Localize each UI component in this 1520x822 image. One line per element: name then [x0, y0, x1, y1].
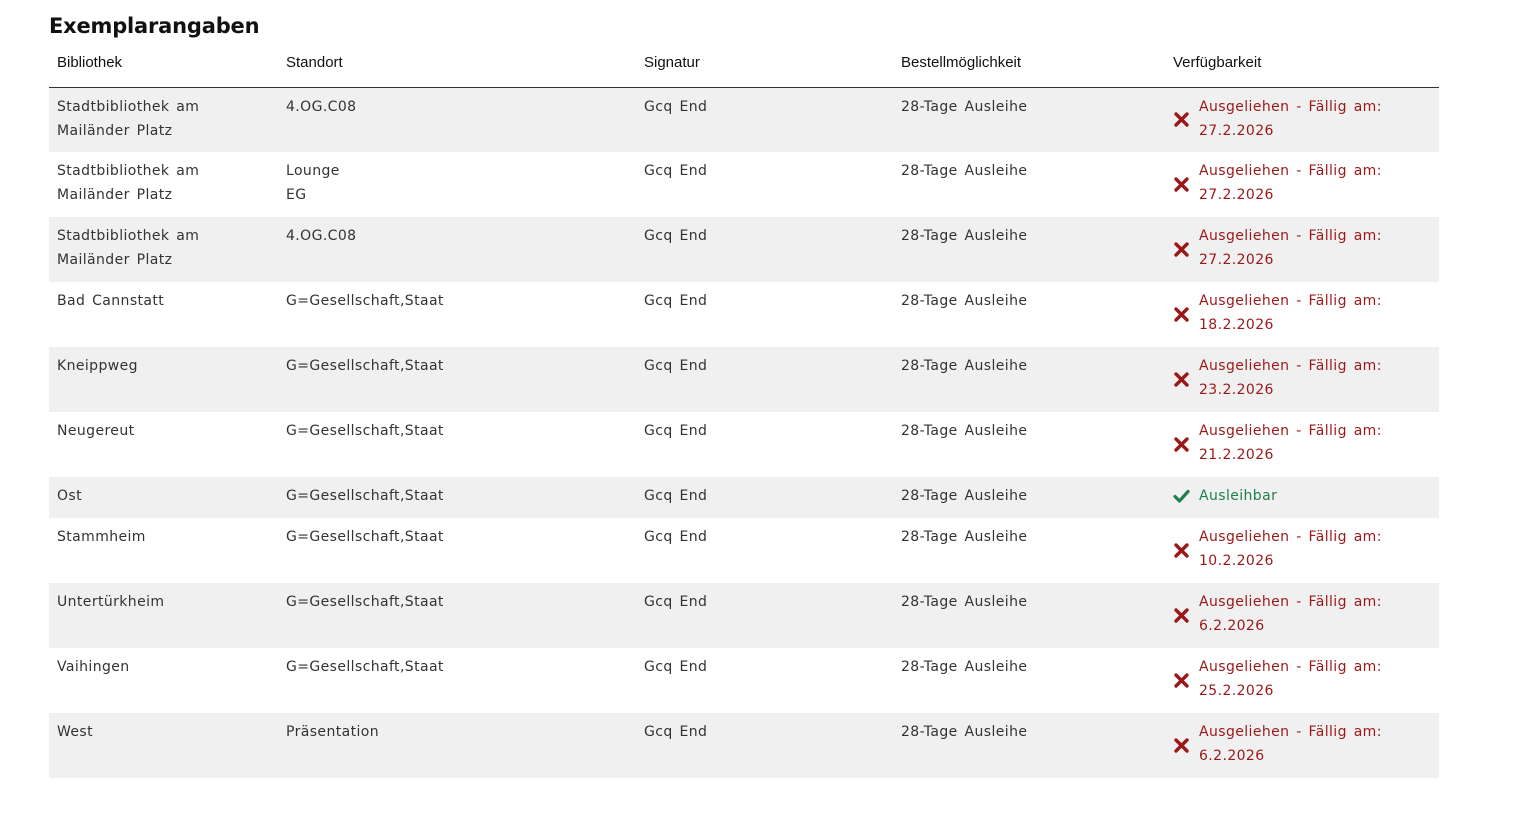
availability-text: Ausgeliehen - Fällig am: 27.2.2026: [1199, 228, 1382, 268]
location-cell: [278, 152, 636, 217]
location-text: G=Gesellschaft,Staat: [286, 358, 444, 374]
location-text: G=Gesellschaft,Staat: [286, 488, 444, 504]
order-option-text: 28-Tage Ausleihe: [901, 423, 1028, 439]
order-option-text: 28-Tage Ausleihe: [901, 594, 1028, 610]
availability-status: [1173, 159, 1431, 207]
order-option-cell: [893, 713, 1165, 778]
order-option-text: 28-Tage Ausleihe: [901, 529, 1028, 545]
table-row: [49, 347, 1439, 412]
location-cell: [278, 282, 636, 347]
availability-text: Ausgeliehen - Fällig am: 10.2.2026: [1199, 529, 1382, 569]
availability-text: Ausgeliehen - Fällig am: 6.2.2026: [1199, 724, 1382, 764]
library-cell: [49, 583, 278, 648]
signature-cell: [636, 477, 893, 518]
order-option-cell: [893, 648, 1165, 713]
order-option-cell: [893, 347, 1165, 412]
x-icon: [1173, 537, 1190, 563]
library-cell: [49, 152, 278, 217]
table-row: [49, 583, 1439, 648]
signature-cell: [636, 648, 893, 713]
x-icon: [1173, 236, 1190, 262]
order-option-cell: [893, 282, 1165, 347]
signature-cell: [636, 412, 893, 477]
column-header-signature: Signatur: [636, 54, 893, 87]
library-cell: [49, 477, 278, 518]
signature-cell: [636, 282, 893, 347]
library-name: Stammheim: [57, 529, 146, 545]
x-icon: [1173, 107, 1190, 133]
copies-section: [49, 10, 1439, 778]
order-option-cell: [893, 412, 1165, 477]
signature-text: Gcq End: [644, 529, 708, 545]
column-header-library: Bibliothek: [49, 54, 278, 87]
availability-text: Ausgeliehen - Fällig am: 6.2.2026: [1199, 594, 1382, 634]
table-header: [49, 54, 1439, 87]
order-option-text: 28-Tage Ausleihe: [901, 488, 1028, 504]
library-name: Neugereut: [57, 423, 135, 439]
table-row: [49, 152, 1439, 217]
signature-cell: [636, 583, 893, 648]
signature-text: Gcq End: [644, 228, 708, 244]
availability-status: [1173, 590, 1431, 638]
x-icon: [1173, 366, 1190, 392]
x-icon: [1173, 667, 1190, 693]
library-cell: [49, 518, 278, 583]
signature-text: Gcq End: [644, 659, 708, 675]
order-option-text: 28-Tage Ausleihe: [901, 228, 1028, 244]
table-row: [49, 282, 1439, 347]
location-cell: [278, 648, 636, 713]
signature-cell: [636, 152, 893, 217]
location-text: G=Gesellschaft,Staat: [286, 529, 444, 545]
signature-text: Gcq End: [644, 358, 708, 374]
library-name: Stadtbibliothek am Mailänder Platz: [57, 228, 200, 268]
signature-cell: [636, 347, 893, 412]
availability-status: [1173, 720, 1431, 768]
location-cell: [278, 347, 636, 412]
x-icon: [1173, 732, 1190, 758]
availability-cell: [1165, 477, 1439, 518]
availability-cell: [1165, 152, 1439, 217]
library-name: Ost: [57, 488, 83, 504]
availability-status: [1173, 354, 1431, 402]
availability-cell: [1165, 347, 1439, 412]
signature-text: Gcq End: [644, 488, 708, 504]
availability-status: [1173, 224, 1431, 272]
library-cell: [49, 713, 278, 778]
availability-text: Ausgeliehen - Fällig am: 27.2.2026: [1199, 163, 1382, 203]
column-header-location: Standort: [278, 54, 636, 87]
availability-cell: [1165, 412, 1439, 477]
x-icon: [1173, 301, 1190, 327]
order-option-cell: [893, 217, 1165, 282]
x-icon: [1173, 602, 1190, 628]
library-name: Stadtbibliothek am Mailänder Platz: [57, 98, 200, 139]
availability-cell: [1165, 583, 1439, 648]
table-row: [49, 412, 1439, 477]
location-cell: [278, 412, 636, 477]
location-cell: [278, 713, 636, 778]
check-icon: [1173, 484, 1190, 508]
library-name: West: [57, 724, 94, 740]
location-cell: [278, 87, 636, 152]
availability-cell: [1165, 217, 1439, 282]
library-cell: [49, 347, 278, 412]
order-option-text: 28-Tage Ausleihe: [901, 724, 1028, 740]
order-option-text: 28-Tage Ausleihe: [901, 659, 1028, 675]
library-name: Bad Cannstatt: [57, 293, 165, 309]
section-title: Exemplarangaben: [49, 14, 260, 38]
table-row: [49, 713, 1439, 778]
signature-text: Gcq End: [644, 724, 708, 740]
availability-status: [1173, 525, 1431, 573]
signature-text: Gcq End: [644, 423, 708, 439]
order-option-text: 28-Tage Ausleihe: [901, 163, 1028, 179]
availability-cell: [1165, 713, 1439, 778]
availability-status: [1173, 484, 1431, 508]
library-cell: [49, 648, 278, 713]
table-body: [49, 87, 1439, 778]
table-row: [49, 518, 1439, 583]
order-option-cell: [893, 583, 1165, 648]
library-name: Kneippweg: [57, 358, 138, 374]
availability-text: Ausgeliehen - Fällig am: 21.2.2026: [1199, 423, 1382, 463]
column-header-availability: Verfügbarkeit: [1165, 54, 1439, 87]
library-cell: [49, 217, 278, 282]
copies-table: [49, 54, 1439, 778]
location-text: G=Gesellschaft,Staat: [286, 594, 444, 610]
location-text: G=Gesellschaft,Staat: [286, 423, 444, 439]
location-text: 4.OG.C08: [286, 98, 357, 115]
signature-cell: [636, 217, 893, 282]
table-row: [49, 217, 1439, 282]
signature-cell: [636, 713, 893, 778]
table-row: [49, 648, 1439, 713]
availability-text: Ausgeliehen - Fällig am: 25.2.2026: [1199, 659, 1382, 699]
order-option-text: 28-Tage Ausleihe: [901, 98, 1028, 115]
order-option-text: 28-Tage Ausleihe: [901, 358, 1028, 374]
library-cell: [49, 87, 278, 152]
availability-cell: [1165, 518, 1439, 583]
availability-status: [1173, 289, 1431, 337]
signature-cell: [636, 518, 893, 583]
availability-text: Ausgeliehen - Fällig am: 27.2.2026: [1199, 98, 1382, 139]
order-option-cell: [893, 477, 1165, 518]
availability-text: Ausgeliehen - Fällig am: 23.2.2026: [1199, 358, 1382, 398]
location-text: 4.OG.C08: [286, 228, 357, 244]
location-cell: [278, 583, 636, 648]
table-row: [49, 477, 1439, 518]
location-text: Lounge EG: [286, 163, 340, 203]
signature-text: Gcq End: [644, 594, 708, 610]
order-option-cell: [893, 87, 1165, 152]
location-cell: [278, 518, 636, 583]
signature-text: Gcq End: [644, 98, 708, 115]
column-header-order-option: Bestellmöglichkeit: [893, 54, 1165, 87]
availability-status: [1173, 655, 1431, 703]
order-option-text: 28-Tage Ausleihe: [901, 293, 1028, 309]
location-text: Präsentation: [286, 724, 379, 740]
library-name: Vaihingen: [57, 659, 130, 675]
library-cell: [49, 282, 278, 347]
order-option-cell: [893, 518, 1165, 583]
x-icon: [1173, 171, 1190, 197]
signature-cell: [636, 87, 893, 152]
library-cell: [49, 412, 278, 477]
order-option-cell: [893, 152, 1165, 217]
availability-status: [1173, 95, 1431, 143]
location-text: G=Gesellschaft,Staat: [286, 659, 444, 675]
availability-text: Ausgeliehen - Fällig am: 18.2.2026: [1199, 293, 1382, 333]
availability-cell: [1165, 648, 1439, 713]
location-text: G=Gesellschaft,Staat: [286, 293, 444, 309]
availability-cell: [1165, 282, 1439, 347]
availability-text: Ausleihbar: [1199, 488, 1278, 504]
library-name: Stadtbibliothek am Mailänder Platz: [57, 163, 200, 203]
availability-status: [1173, 419, 1431, 467]
signature-text: Gcq End: [644, 293, 708, 309]
x-icon: [1173, 431, 1190, 457]
availability-cell: [1165, 87, 1439, 152]
signature-text: Gcq End: [644, 163, 708, 179]
location-cell: [278, 217, 636, 282]
library-name: Untertürkheim: [57, 594, 165, 610]
table-row: [49, 87, 1439, 152]
location-cell: [278, 477, 636, 518]
